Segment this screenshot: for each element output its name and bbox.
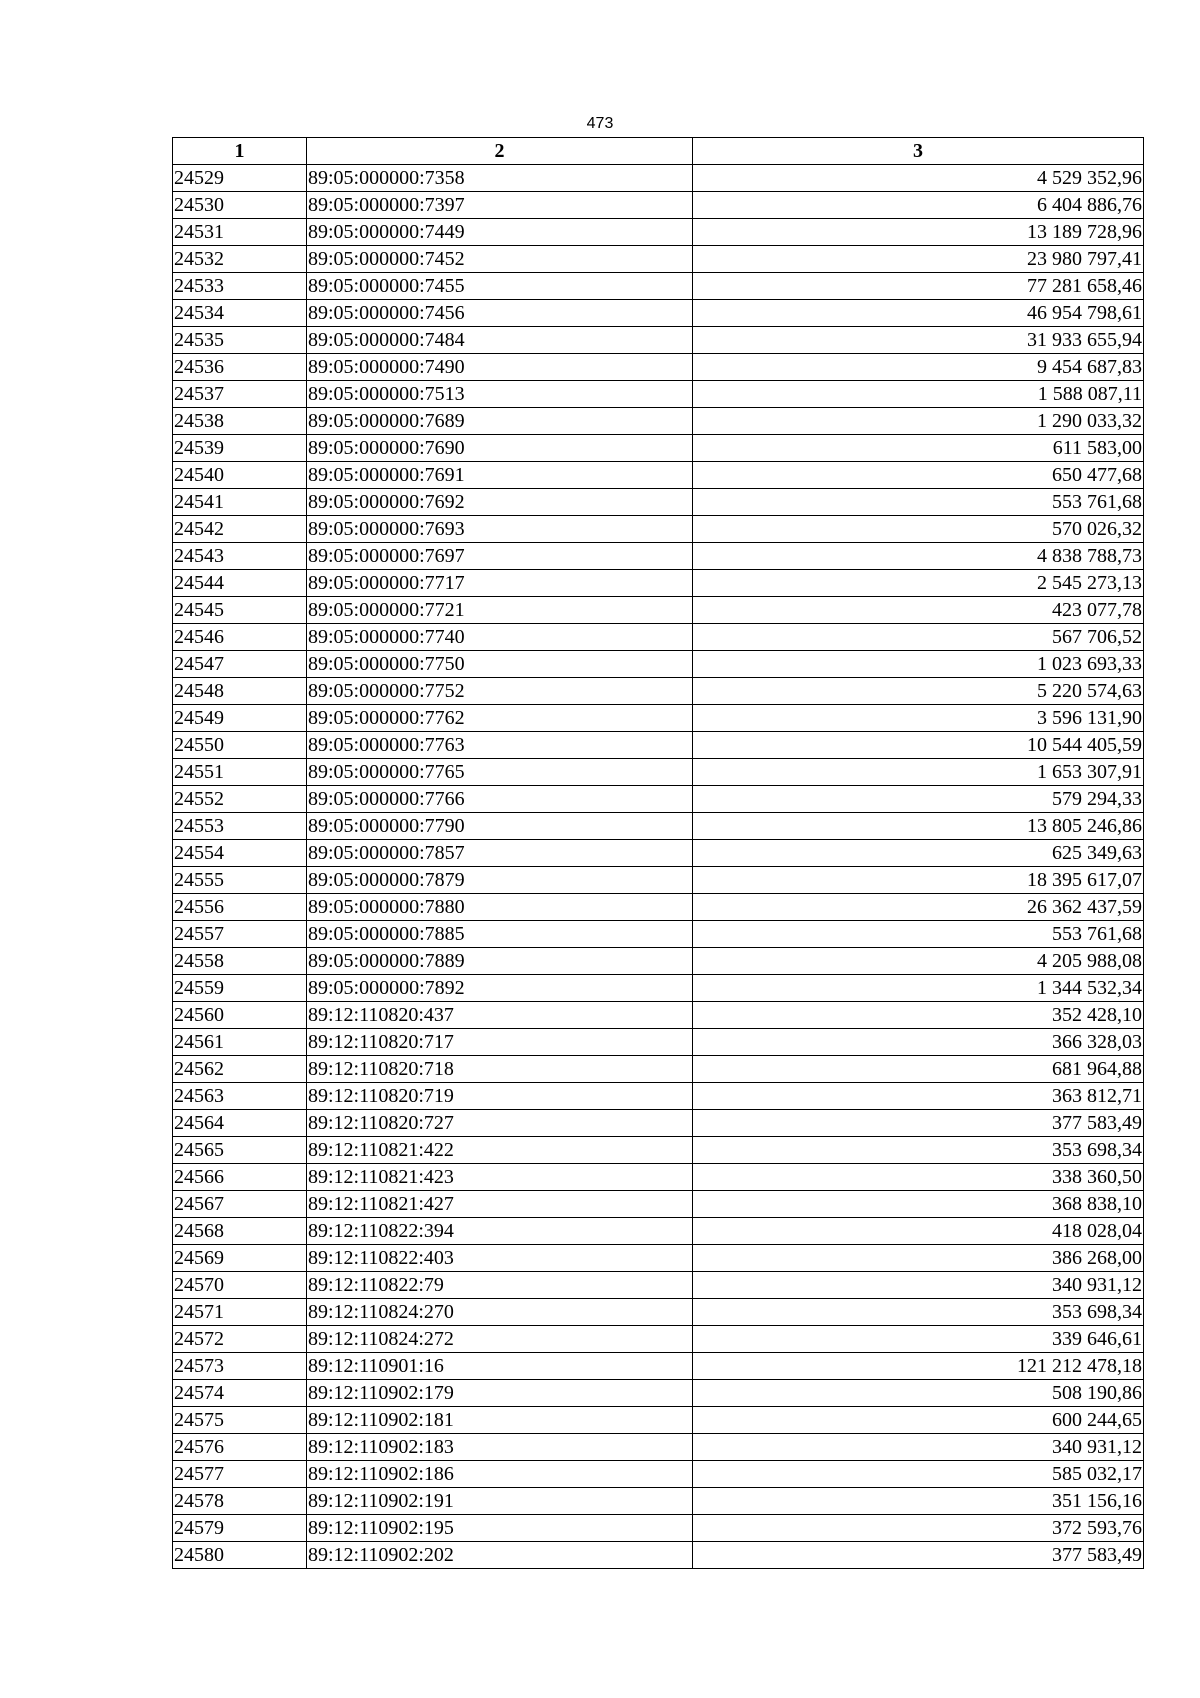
table-row — [173, 1245, 1144, 1272]
row-number-cell: 24557 — [173, 921, 307, 948]
cadastral-number-cell: 89:05:000000:7691 — [307, 462, 693, 489]
table-row — [173, 1056, 1144, 1083]
row-number-cell: 24553 — [173, 813, 307, 840]
value-cell: 585 032,17 — [693, 1461, 1144, 1488]
row-number-cell: 24564 — [173, 1110, 307, 1137]
cadastral-number-cell: 89:05:000000:7879 — [307, 867, 693, 894]
table-row — [173, 597, 1144, 624]
value-cell: 377 583,49 — [693, 1110, 1144, 1137]
row-number-cell: 24574 — [173, 1380, 307, 1407]
table-row — [173, 381, 1144, 408]
cadastral-number-cell: 89:12:110821:423 — [307, 1164, 693, 1191]
cadastral-number-cell: 89:05:000000:7449 — [307, 219, 693, 246]
row-number-cell: 24569 — [173, 1245, 307, 1272]
cadastral-number-cell: 89:05:000000:7880 — [307, 894, 693, 921]
table-row — [173, 1326, 1144, 1353]
value-cell: 31 933 655,94 — [693, 327, 1144, 354]
value-cell: 13 189 728,96 — [693, 219, 1144, 246]
value-cell: 1 653 307,91 — [693, 759, 1144, 786]
table-row — [173, 786, 1144, 813]
value-cell: 363 812,71 — [693, 1083, 1144, 1110]
value-cell: 339 646,61 — [693, 1326, 1144, 1353]
table-row — [173, 975, 1144, 1002]
cadastral-number-cell: 89:05:000000:7692 — [307, 489, 693, 516]
cadastral-number-cell: 89:12:110820:717 — [307, 1029, 693, 1056]
cadastral-number-cell: 89:05:000000:7689 — [307, 408, 693, 435]
cadastral-number-cell: 89:05:000000:7697 — [307, 543, 693, 570]
row-number-cell: 24530 — [173, 192, 307, 219]
table-row — [173, 1542, 1144, 1569]
cadastral-number-cell: 89:12:110820:718 — [307, 1056, 693, 1083]
value-cell: 579 294,33 — [693, 786, 1144, 813]
column-header-1: 1 — [173, 138, 307, 165]
cadastral-number-cell: 89:05:000000:7513 — [307, 381, 693, 408]
cadastral-number-cell: 89:05:000000:7358 — [307, 165, 693, 192]
row-number-cell: 24545 — [173, 597, 307, 624]
row-number-cell: 24542 — [173, 516, 307, 543]
table-row — [173, 921, 1144, 948]
table-row — [173, 1083, 1144, 1110]
value-cell: 650 477,68 — [693, 462, 1144, 489]
value-cell: 9 454 687,83 — [693, 354, 1144, 381]
page-number: 473 — [586, 115, 614, 132]
row-number-cell: 24571 — [173, 1299, 307, 1326]
row-number-cell: 24550 — [173, 732, 307, 759]
cadastral-number-cell: 89:12:110821:427 — [307, 1191, 693, 1218]
column-header-2: 2 — [307, 138, 693, 165]
row-number-cell: 24572 — [173, 1326, 307, 1353]
row-number-cell: 24556 — [173, 894, 307, 921]
value-cell: 77 281 658,46 — [693, 273, 1144, 300]
row-number-cell: 24554 — [173, 840, 307, 867]
table-row — [173, 354, 1144, 381]
table-row — [173, 867, 1144, 894]
value-cell: 611 583,00 — [693, 435, 1144, 462]
table-row — [173, 1110, 1144, 1137]
table-row — [173, 894, 1144, 921]
table-row — [173, 543, 1144, 570]
value-cell: 1 290 033,32 — [693, 408, 1144, 435]
table-row — [173, 300, 1144, 327]
row-number-cell: 24575 — [173, 1407, 307, 1434]
row-number-cell: 24578 — [173, 1488, 307, 1515]
row-number-cell: 24534 — [173, 300, 307, 327]
cadastral-number-cell: 89:05:000000:7452 — [307, 246, 693, 273]
value-cell: 1 023 693,33 — [693, 651, 1144, 678]
table-row — [173, 192, 1144, 219]
cadastral-number-cell: 89:12:110902:202 — [307, 1542, 693, 1569]
row-number-cell: 24549 — [173, 705, 307, 732]
row-number-cell: 24532 — [173, 246, 307, 273]
cadastral-number-cell: 89:12:110820:437 — [307, 1002, 693, 1029]
value-cell: 4 838 788,73 — [693, 543, 1144, 570]
value-cell: 23 980 797,41 — [693, 246, 1144, 273]
row-number-cell: 24559 — [173, 975, 307, 1002]
cadastral-number-cell: 89:05:000000:7790 — [307, 813, 693, 840]
value-cell: 340 931,12 — [693, 1272, 1144, 1299]
registry-table — [172, 137, 1144, 1569]
table-row — [173, 1272, 1144, 1299]
row-number-cell: 24576 — [173, 1434, 307, 1461]
row-number-cell: 24539 — [173, 435, 307, 462]
cadastral-number-cell: 89:05:000000:7690 — [307, 435, 693, 462]
table-row — [173, 246, 1144, 273]
value-cell: 681 964,88 — [693, 1056, 1144, 1083]
row-number-cell: 24566 — [173, 1164, 307, 1191]
table-row — [173, 516, 1144, 543]
table-row — [173, 624, 1144, 651]
value-cell: 570 026,32 — [693, 516, 1144, 543]
value-cell: 625 349,63 — [693, 840, 1144, 867]
table-row — [173, 1002, 1144, 1029]
row-number-cell: 24537 — [173, 381, 307, 408]
table-row — [173, 570, 1144, 597]
value-cell: 10 544 405,59 — [693, 732, 1144, 759]
cadastral-number-cell: 89:05:000000:7484 — [307, 327, 693, 354]
cadastral-number-cell: 89:05:000000:7750 — [307, 651, 693, 678]
value-cell: 18 395 617,07 — [693, 867, 1144, 894]
cadastral-number-cell: 89:05:000000:7717 — [307, 570, 693, 597]
table-row — [173, 651, 1144, 678]
row-number-cell: 24546 — [173, 624, 307, 651]
cadastral-number-cell: 89:05:000000:7721 — [307, 597, 693, 624]
value-cell: 3 596 131,90 — [693, 705, 1144, 732]
table-row — [173, 759, 1144, 786]
table-row — [173, 1299, 1144, 1326]
cadastral-number-cell: 89:12:110824:272 — [307, 1326, 693, 1353]
value-cell: 2 545 273,13 — [693, 570, 1144, 597]
value-cell: 353 698,34 — [693, 1137, 1144, 1164]
table-row — [173, 948, 1144, 975]
value-cell: 567 706,52 — [693, 624, 1144, 651]
table-row — [173, 327, 1144, 354]
cadastral-number-cell: 89:12:110822:79 — [307, 1272, 693, 1299]
cadastral-number-cell: 89:05:000000:7766 — [307, 786, 693, 813]
row-number-cell: 24570 — [173, 1272, 307, 1299]
cadastral-number-cell: 89:12:110902:186 — [307, 1461, 693, 1488]
row-number-cell: 24547 — [173, 651, 307, 678]
row-number-cell: 24551 — [173, 759, 307, 786]
row-number-cell: 24531 — [173, 219, 307, 246]
row-number-cell: 24565 — [173, 1137, 307, 1164]
table-row — [173, 435, 1144, 462]
table-row — [173, 273, 1144, 300]
cadastral-number-cell: 89:05:000000:7857 — [307, 840, 693, 867]
table-row — [173, 1407, 1144, 1434]
value-cell: 352 428,10 — [693, 1002, 1144, 1029]
cadastral-number-cell: 89:05:000000:7693 — [307, 516, 693, 543]
value-cell: 4 205 988,08 — [693, 948, 1144, 975]
value-cell: 338 360,50 — [693, 1164, 1144, 1191]
table-row — [173, 1164, 1144, 1191]
table-row — [173, 489, 1144, 516]
table-header — [173, 138, 1144, 165]
row-number-cell: 24579 — [173, 1515, 307, 1542]
table-row — [173, 219, 1144, 246]
table-row — [173, 1434, 1144, 1461]
table-row — [173, 705, 1144, 732]
value-cell: 1 344 532,34 — [693, 975, 1144, 1002]
table-row — [173, 1191, 1144, 1218]
cadastral-number-cell: 89:12:110820:727 — [307, 1110, 693, 1137]
table-body — [173, 165, 1144, 1569]
cadastral-number-cell: 89:12:110822:394 — [307, 1218, 693, 1245]
row-number-cell: 24543 — [173, 543, 307, 570]
cadastral-number-cell: 89:12:110902:183 — [307, 1434, 693, 1461]
value-cell: 5 220 574,63 — [693, 678, 1144, 705]
cadastral-number-cell: 89:05:000000:7740 — [307, 624, 693, 651]
value-cell: 553 761,68 — [693, 489, 1144, 516]
cadastral-number-cell: 89:12:110822:403 — [307, 1245, 693, 1272]
value-cell: 121 212 478,18 — [693, 1353, 1144, 1380]
table-row — [173, 1461, 1144, 1488]
cadastral-number-cell: 89:12:110824:270 — [307, 1299, 693, 1326]
row-number-cell: 24567 — [173, 1191, 307, 1218]
row-number-cell: 24544 — [173, 570, 307, 597]
row-number-cell: 24580 — [173, 1542, 307, 1569]
value-cell: 368 838,10 — [693, 1191, 1144, 1218]
column-header-3: 3 — [693, 138, 1144, 165]
value-cell: 553 761,68 — [693, 921, 1144, 948]
table-row — [173, 1353, 1144, 1380]
row-number-cell: 24558 — [173, 948, 307, 975]
row-number-cell: 24538 — [173, 408, 307, 435]
cadastral-number-cell: 89:05:000000:7885 — [307, 921, 693, 948]
row-number-cell: 24536 — [173, 354, 307, 381]
header-row — [173, 138, 1144, 165]
cadastral-number-cell: 89:12:110820:719 — [307, 1083, 693, 1110]
table-row — [173, 165, 1144, 192]
value-cell: 13 805 246,86 — [693, 813, 1144, 840]
row-number-cell: 24577 — [173, 1461, 307, 1488]
row-number-cell: 24560 — [173, 1002, 307, 1029]
value-cell: 46 954 798,61 — [693, 300, 1144, 327]
cadastral-number-cell: 89:12:110901:16 — [307, 1353, 693, 1380]
cadastral-number-cell: 89:05:000000:7397 — [307, 192, 693, 219]
table-row — [173, 1218, 1144, 1245]
value-cell: 418 028,04 — [693, 1218, 1144, 1245]
table-row — [173, 1515, 1144, 1542]
value-cell: 340 931,12 — [693, 1434, 1144, 1461]
row-number-cell: 24548 — [173, 678, 307, 705]
table-row — [173, 1380, 1144, 1407]
value-cell: 366 328,03 — [693, 1029, 1144, 1056]
table-row — [173, 840, 1144, 867]
cadastral-number-cell: 89:05:000000:7892 — [307, 975, 693, 1002]
row-number-cell: 24562 — [173, 1056, 307, 1083]
value-cell: 372 593,76 — [693, 1515, 1144, 1542]
row-number-cell: 24563 — [173, 1083, 307, 1110]
cadastral-number-cell: 89:12:110902:191 — [307, 1488, 693, 1515]
cadastral-number-cell: 89:12:110902:181 — [307, 1407, 693, 1434]
value-cell: 386 268,00 — [693, 1245, 1144, 1272]
cadastral-number-cell: 89:12:110821:422 — [307, 1137, 693, 1164]
row-number-cell: 24561 — [173, 1029, 307, 1056]
row-number-cell: 24535 — [173, 327, 307, 354]
value-cell: 508 190,86 — [693, 1380, 1144, 1407]
value-cell: 423 077,78 — [693, 597, 1144, 624]
table-row — [173, 1488, 1144, 1515]
cadastral-number-cell: 89:05:000000:7763 — [307, 732, 693, 759]
cadastral-number-cell: 89:12:110902:195 — [307, 1515, 693, 1542]
row-number-cell: 24533 — [173, 273, 307, 300]
value-cell: 353 698,34 — [693, 1299, 1144, 1326]
table-row — [173, 813, 1144, 840]
value-cell: 600 244,65 — [693, 1407, 1144, 1434]
row-number-cell: 24540 — [173, 462, 307, 489]
row-number-cell: 24573 — [173, 1353, 307, 1380]
row-number-cell: 24552 — [173, 786, 307, 813]
table-row — [173, 462, 1144, 489]
cadastral-number-cell: 89:05:000000:7889 — [307, 948, 693, 975]
cadastral-number-cell: 89:12:110902:179 — [307, 1380, 693, 1407]
table-row — [173, 1029, 1144, 1056]
row-number-cell: 24568 — [173, 1218, 307, 1245]
value-cell: 26 362 437,59 — [693, 894, 1144, 921]
cadastral-number-cell: 89:05:000000:7490 — [307, 354, 693, 381]
cadastral-number-cell: 89:05:000000:7762 — [307, 705, 693, 732]
row-number-cell: 24541 — [173, 489, 307, 516]
cadastral-number-cell: 89:05:000000:7752 — [307, 678, 693, 705]
table-row — [173, 1137, 1144, 1164]
row-number-cell: 24529 — [173, 165, 307, 192]
value-cell: 6 404 886,76 — [693, 192, 1144, 219]
cadastral-number-cell: 89:05:000000:7456 — [307, 300, 693, 327]
table-row — [173, 408, 1144, 435]
value-cell: 4 529 352,96 — [693, 165, 1144, 192]
table-row — [173, 678, 1144, 705]
value-cell: 377 583,49 — [693, 1542, 1144, 1569]
value-cell: 351 156,16 — [693, 1488, 1144, 1515]
row-number-cell: 24555 — [173, 867, 307, 894]
value-cell: 1 588 087,11 — [693, 381, 1144, 408]
cadastral-number-cell: 89:05:000000:7765 — [307, 759, 693, 786]
cadastral-number-cell: 89:05:000000:7455 — [307, 273, 693, 300]
table-row — [173, 732, 1144, 759]
